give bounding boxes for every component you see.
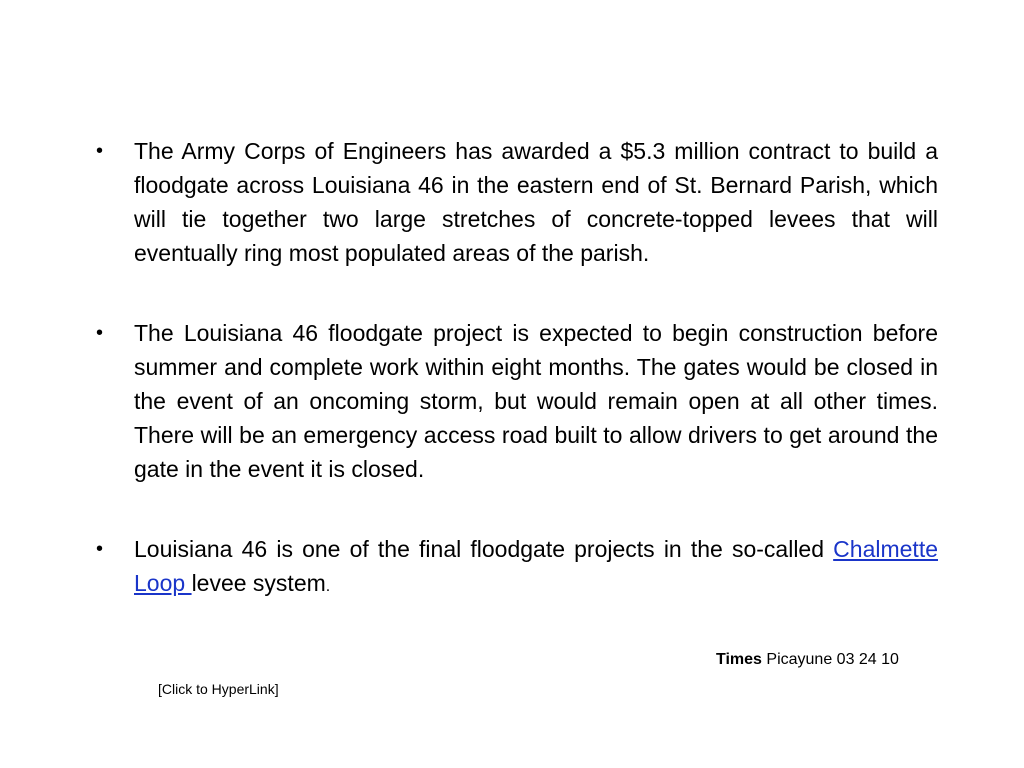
bullet-marker: • xyxy=(96,140,104,162)
bullet-marker: • xyxy=(96,322,104,344)
bullet-text-tail: levee system xyxy=(191,570,326,596)
bullet-list xyxy=(96,134,938,604)
source-rest: Picayune 03 24 10 xyxy=(761,651,899,668)
bullet-text: The Army Corps of Engineers has awarded a $5.3 million contract to build a floodgate across Louisiana 46 in the eastern end of St. Bernard Parish, which will tie together two large stretches of concrete-topped levees that will eventually ring most populated areas of the parish. xyxy=(134,138,938,266)
bullet-period: . xyxy=(325,578,331,595)
bullet-marker: • xyxy=(96,538,104,560)
bullet-text: Louisiana 46 is one of the final floodgate projects in the so-called xyxy=(134,536,834,562)
bullet-item xyxy=(96,532,938,604)
chalmette-loop-link[interactable]: Chalmette Loop xyxy=(134,536,938,596)
hyperlink-note: [Click to HyperLink] xyxy=(158,681,279,697)
bullet-item xyxy=(96,316,938,486)
bullet-item xyxy=(96,134,938,270)
bullet-text: The Louisiana 46 floodgate project is expected to begin construction before summer and complete work within eight months. The gates would be closed in the event of an oncoming storm, but would remain open at all other times. There will be an emergency access road built to allow drivers to get around the gate in the event it is closed. xyxy=(134,320,938,482)
source-citation xyxy=(716,650,899,670)
source-bold: Times xyxy=(716,651,762,668)
